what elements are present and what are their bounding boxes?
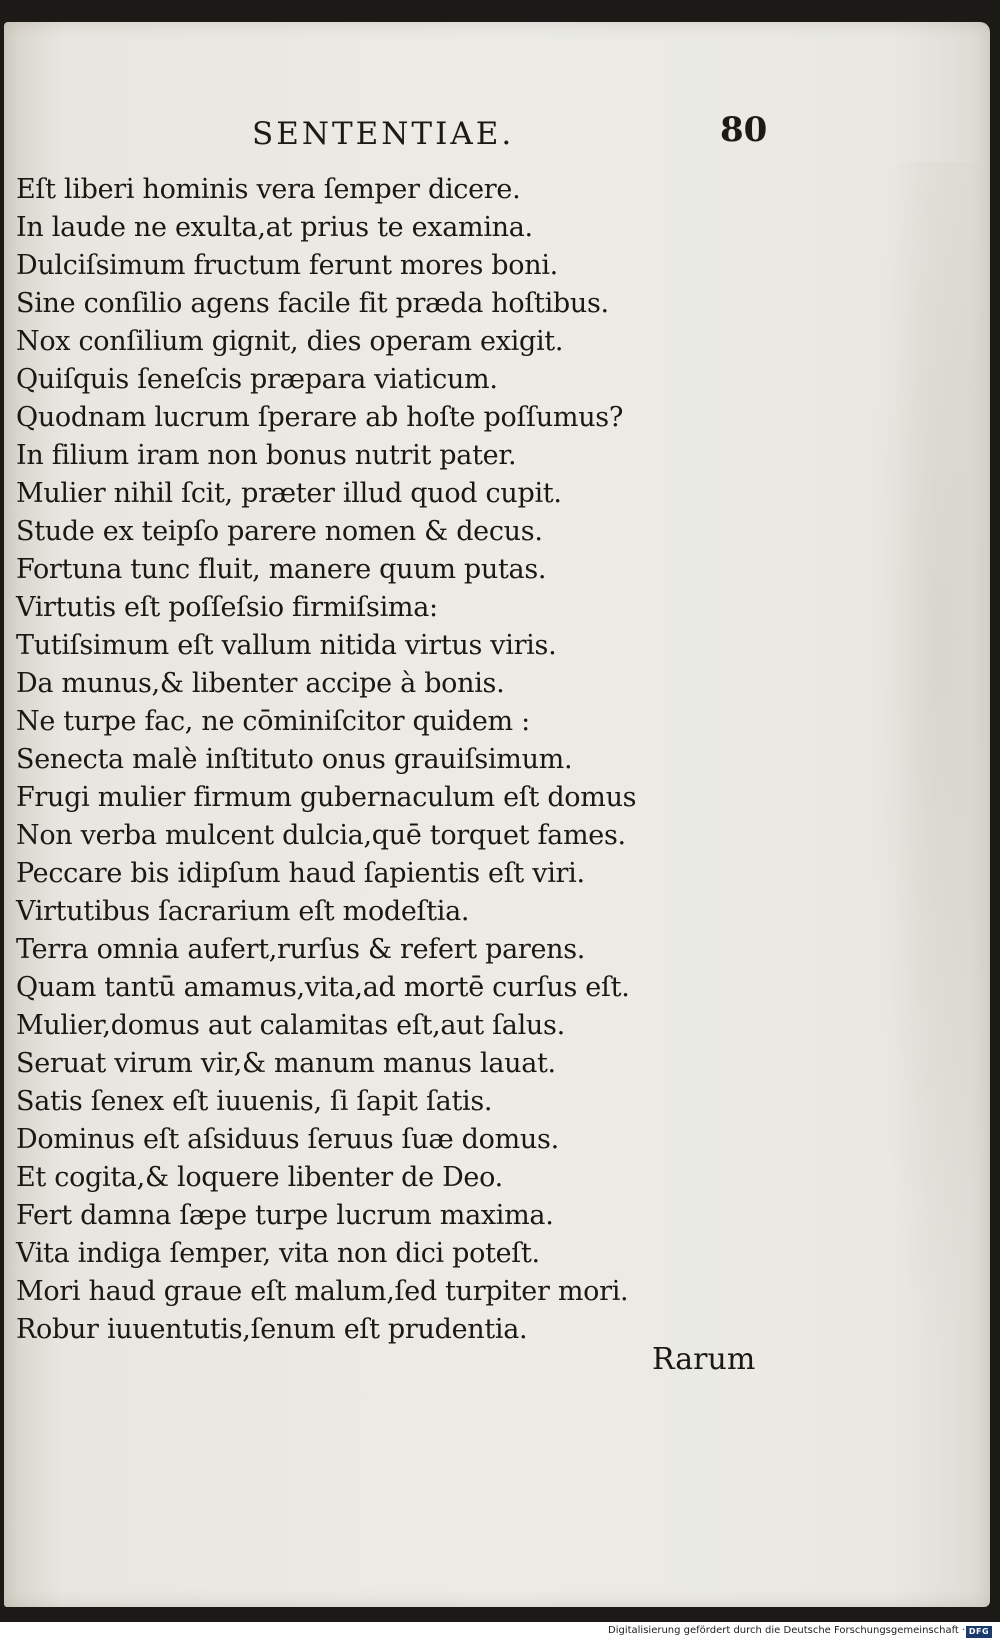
book-page <box>4 22 990 1607</box>
dfg-logo-icon: DFG <box>966 1626 992 1638</box>
sententia-line: Fert damna ſæpe turpe lucrum maxima. <box>16 1200 554 1231</box>
sententia-line: Seruat virum vir,& manum manus lauat. <box>16 1048 556 1079</box>
sententia-line: Ne turpe fac, ne cōminiſcitor quidem : <box>16 706 530 737</box>
sententia-line: Stude ex teipſo parere nomen & decus. <box>16 516 543 547</box>
sententia-line: Dominus eſt aſsiduus ſeruus ſuæ domus. <box>16 1124 559 1155</box>
sententia-line: Virtutibus ſacrarium eſt modeſtia. <box>16 896 470 927</box>
running-title: SENTENTIAE. <box>252 116 515 152</box>
ink-bleed-through <box>864 162 984 1362</box>
sententia-line: Mori haud graue eſt malum,ſed turpiter mori. <box>16 1276 629 1307</box>
sententia-line: Nox conſilium gignit, dies operam exigit. <box>16 326 564 357</box>
sententia-line: Mulier,domus aut calamitas eſt,aut ſalus. <box>16 1010 565 1041</box>
sententia-line: Terra omnia aufert,rurſus & refert parens. <box>16 934 586 965</box>
sententia-line: Vita indiga ſemper, vita non dici poteſt. <box>16 1238 540 1269</box>
sententia-line: Senecta malè inſtituto onus grauiſsimum. <box>16 744 573 775</box>
sententiae-list <box>16 171 636 1349</box>
sententia-line: Virtutis eſt poſſeſsio firmiſsima: <box>16 592 438 623</box>
sententia-line: Quiſquis ſeneſcis præpara viaticum. <box>16 364 498 395</box>
sententia-line: Tutiſsimum eſt vallum nitida virtus viris. <box>16 630 557 661</box>
page-number: 80 <box>720 110 768 150</box>
catchword: Rarum <box>652 1342 756 1377</box>
sententia-line: Eſt liberi hominis vera ſemper dicere. <box>16 174 521 205</box>
sententia-line: Peccare bis idipſum haud ſapientis eſt viri. <box>16 858 585 889</box>
sententia-line: Sine conſilio agens facile fit præda hoſtibus. <box>16 288 609 319</box>
sententia-line: Non verba mulcent dulcia,quē torquet fames. <box>16 820 626 851</box>
sententia-line: Quam tantū amamus,vita,ad mortē curſus eſt. <box>16 972 630 1003</box>
sententia-line: Fortuna tunc fluit, manere quum putas. <box>16 554 547 585</box>
sententia-line: Satis ſenex eſt iuuenis, ſi ſapit ſatis. <box>16 1086 493 1117</box>
sententia-line: In filium iram non bonus nutrit pater. <box>16 440 517 471</box>
sententia-line: Mulier nihil ſcit, præter illud quod cupit. <box>16 478 562 509</box>
sententia-line: Et cogita,& loquere libenter de Deo. <box>16 1162 503 1193</box>
sententia-line: Quodnam lucrum ſperare ab hoſte poſſumus? <box>16 402 624 433</box>
sententia-line: Robur iuuentutis,ſenum eſt prudentia. <box>16 1314 528 1345</box>
sententia-line: Frugi mulier firmum gubernaculum eſt domus <box>16 782 637 813</box>
page-header <box>4 98 990 158</box>
digitization-credit: Digitalisierung gefördert durch die Deutsche Forschungsgemeinschaft · <box>608 1625 966 1636</box>
sententia-line: Da munus,& libenter accipe à bonis. <box>16 668 505 699</box>
sententia-line: In laude ne exulta,at prius te examina. <box>16 212 533 243</box>
sententia-line: Dulciſsimum fructum ferunt mores boni. <box>16 250 558 281</box>
